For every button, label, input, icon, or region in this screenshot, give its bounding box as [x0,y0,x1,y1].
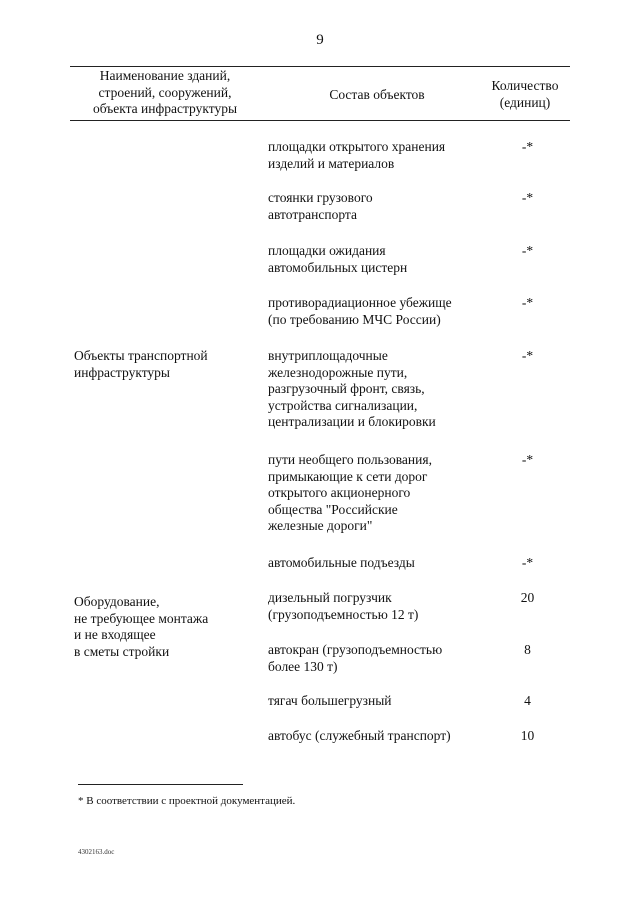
header-quantity: Количество (единиц) [491,78,559,110]
row-quantity: -* [521,190,534,205]
footnote-rule [78,784,243,785]
row-composition: тягач большегрузный [268,693,392,708]
row-quantity: -* [521,295,534,310]
row-composition: дизельный погрузчик (грузоподъемностью 12 т) [268,590,419,622]
row-composition: площадки открытого хранения изделий и материалов [268,139,446,171]
header-composition: Состав объектов [329,87,425,102]
row-quantity: -* [521,243,534,258]
table-top-rule [70,66,570,67]
row-quantity: 10 [520,728,535,743]
group-name-transport: Объекты транспортной инфраструктуры [74,348,208,380]
row-composition: стоянки грузового автотранспорта [268,190,373,222]
group-name-equipment: Оборудование, не требующее монтажа и не входящее в сметы стройки [74,594,209,659]
row-composition: внутриплощадочные железнодорожные пути, разгрузочный фронт, связь, устройства сигнализации, централизации и блокировки [268,348,436,429]
row-composition: противорадиационное убежище (по требованию МЧС России) [268,295,452,327]
filename: 4302163.doc [78,848,115,856]
footnote: * В соответствии с проектной документацией. [78,795,296,807]
row-quantity: -* [521,555,534,570]
row-quantity: -* [521,452,534,467]
table-header-rule [70,120,570,121]
row-composition: автокран (грузоподъемностью более 130 т) [268,642,443,674]
row-composition: автобус (служебный транспорт) [268,728,451,743]
header-name: Наименование зданий, строений, сооружений, объекта инфраструктуры [92,68,238,116]
row-quantity: 8 [524,642,531,657]
row-quantity: -* [521,139,534,154]
row-quantity: 4 [524,693,531,708]
row-composition: площадки ожидания автомобильных цистерн [268,243,408,275]
row-composition: автомобильные подъезды [268,555,415,570]
page-number: 9 [316,32,324,48]
row-quantity: -* [521,348,534,363]
row-quantity: 20 [520,590,535,605]
row-composition: пути необщего пользования, примыкающие к сети дорог открытого акционерного общества "Российские железные дороги" [268,452,432,533]
